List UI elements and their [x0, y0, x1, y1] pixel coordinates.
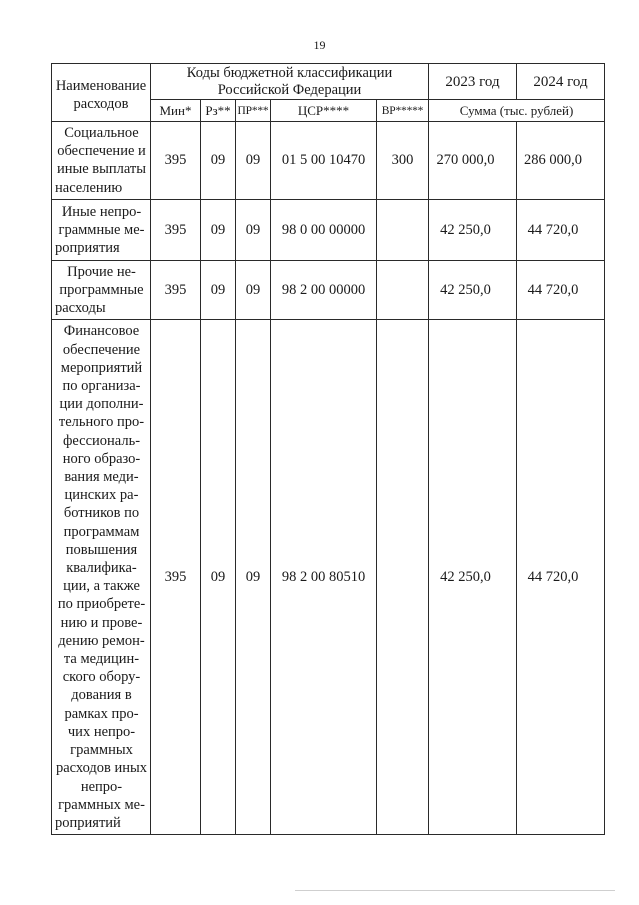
row-pr: 09: [236, 199, 271, 260]
row-rz: 09: [201, 260, 236, 320]
row-rz: 09: [201, 320, 236, 835]
row-csr: 98 0 00 00000: [271, 199, 377, 260]
budget-table: [51, 63, 605, 835]
header-pr: ПР***: [236, 100, 271, 122]
row-csr: 98 2 00 00000: [271, 260, 377, 320]
header-rz: Рз**: [201, 100, 236, 122]
row-pr: 09: [236, 122, 271, 200]
header-vr: ВР*****: [377, 100, 429, 122]
row-csr: 01 5 00 10470: [271, 122, 377, 200]
row-name: Социальное обеспечение и иные выплаты населению: [52, 122, 151, 200]
row-vr: [377, 320, 429, 835]
header-csr: ЦСР****: [271, 100, 377, 122]
table-row: [52, 122, 605, 200]
table-row: [52, 320, 605, 835]
row-pr: 09: [236, 320, 271, 835]
scan-edge-line: [295, 890, 615, 891]
row-2024: 286 000,0: [517, 122, 605, 200]
row-vr: 300: [377, 122, 429, 200]
header-row-top: [52, 64, 605, 100]
row-2023: 42 250,0: [429, 320, 517, 835]
row-2024: 44 720,0: [517, 320, 605, 835]
row-2023: 270 000,0: [429, 122, 517, 200]
row-min: 395: [151, 199, 201, 260]
header-min: Мин*: [151, 100, 201, 122]
row-min: 395: [151, 260, 201, 320]
row-name: Иные непро-граммные ме-роприятия: [52, 199, 151, 260]
header-year-2023: 2023 год: [429, 64, 517, 100]
header-sum: Сумма (тыс. рублей): [429, 100, 605, 122]
row-csr: 98 2 00 80510: [271, 320, 377, 835]
row-pr: 09: [236, 260, 271, 320]
row-2023: 42 250,0: [429, 260, 517, 320]
table-row: [52, 199, 605, 260]
header-codes-group: Коды бюджетной классификации Российской Федерации: [151, 64, 429, 100]
table-row: [52, 260, 605, 320]
row-min: 395: [151, 122, 201, 200]
row-min: 395: [151, 320, 201, 835]
header-name-col: Наименование расходов: [52, 64, 151, 122]
row-name: Финансовое обеспечение мероприятий по организа-ции дополни-тельного про-фессиональ-ного образо-вания меди-цинских ра-ботников по программам повышения квалифика-ции, а также по приобрете-нию и прове-дению ремон-та медицин-ского обору-дования в рамках про-чих непро-граммных расходов иных непро-граммных ме-роприятий: [52, 320, 151, 835]
row-rz: 09: [201, 122, 236, 200]
header-year-2024: 2024 год: [517, 64, 605, 100]
row-rz: 09: [201, 199, 236, 260]
row-name: Прочие не-программные расходы: [52, 260, 151, 320]
row-2023: 42 250,0: [429, 199, 517, 260]
page-number: 19: [313, 38, 326, 52]
row-2024: 44 720,0: [517, 199, 605, 260]
row-vr: [377, 199, 429, 260]
row-vr: [377, 260, 429, 320]
row-2024: 44 720,0: [517, 260, 605, 320]
